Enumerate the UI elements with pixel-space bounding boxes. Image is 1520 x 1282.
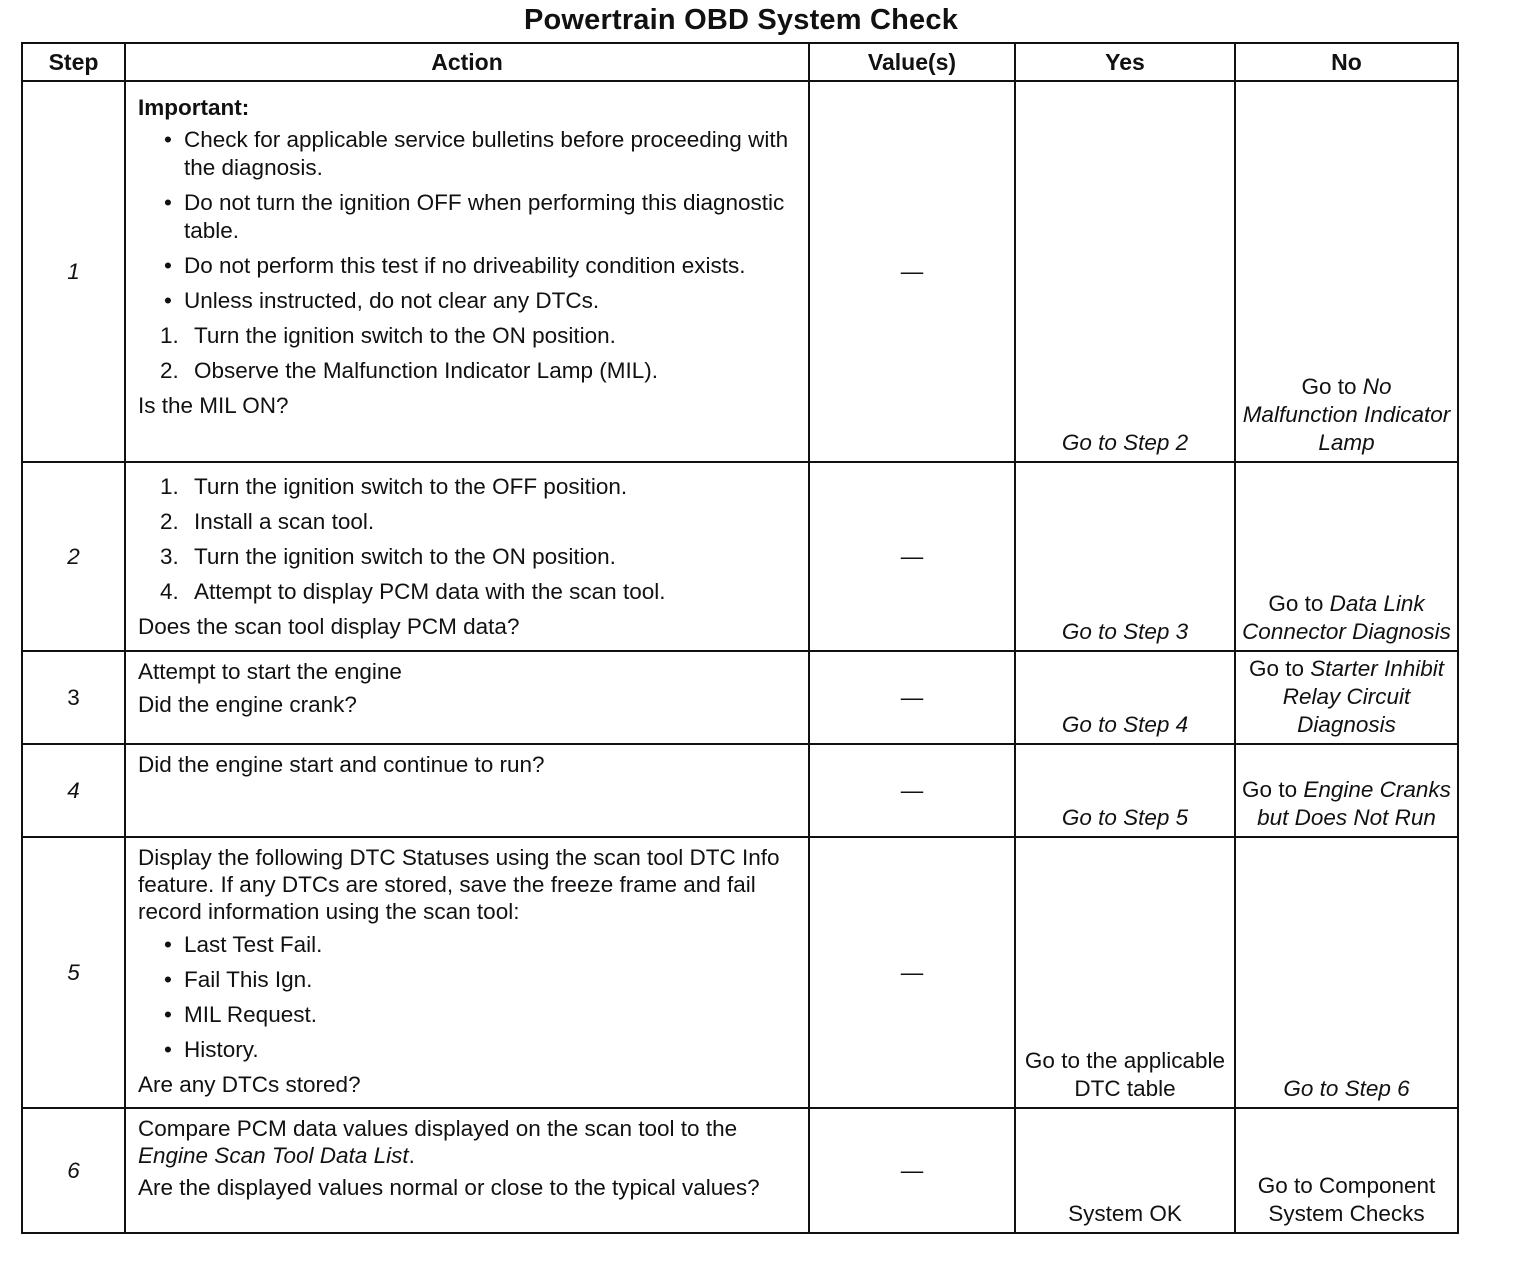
no-link: Starter Inhibit Relay Circuit Diagnosis bbox=[1282, 656, 1445, 737]
item-number: 1. bbox=[160, 323, 179, 348]
action-cell bbox=[125, 744, 809, 837]
item-number: 1. bbox=[160, 474, 179, 499]
question: Does the scan tool display PCM data? bbox=[138, 614, 520, 639]
list-item: • Check for applicable service bulletins before proceeding with the diagnosis. bbox=[160, 126, 798, 182]
diagnostic-table bbox=[21, 42, 1459, 1234]
step-number: 1 bbox=[22, 81, 125, 462]
step-number: 5 bbox=[22, 837, 125, 1108]
item-text: Attempt to display PCM data with the scan tool. bbox=[194, 579, 666, 604]
list-item bbox=[160, 357, 798, 385]
no-prefix: Go to bbox=[1248, 656, 1304, 681]
list-item bbox=[160, 578, 798, 606]
header-action: Action bbox=[125, 43, 809, 81]
bullet-list bbox=[138, 126, 798, 315]
action-cell bbox=[125, 837, 809, 1108]
value-cell: — bbox=[809, 462, 1015, 651]
list-item: • Fail This Ign. bbox=[160, 966, 798, 994]
important-label: Important: bbox=[138, 95, 250, 120]
no-link: Engine Cranks but Does Not Run bbox=[1257, 777, 1451, 830]
item-number: 2. bbox=[160, 358, 179, 383]
instruction-text: Compare PCM data values displayed on the scan tool to the bbox=[138, 1116, 738, 1141]
item-number: 4. bbox=[160, 579, 179, 604]
no-prefix: Go to bbox=[1268, 591, 1324, 616]
item-number: 3. bbox=[160, 544, 179, 569]
item-text: Turn the ignition switch to the OFF position. bbox=[194, 474, 628, 499]
item-number: 2. bbox=[160, 509, 179, 534]
list-item bbox=[160, 543, 798, 571]
no-cell bbox=[1235, 744, 1458, 837]
yes-cell: Go to Step 3 bbox=[1015, 462, 1235, 651]
no-prefix: Go to bbox=[1242, 777, 1298, 802]
instruction: Attempt to start the engine bbox=[138, 659, 402, 684]
no-link: Data Link Connector Diagnosis bbox=[1242, 591, 1451, 644]
list-item: • History. bbox=[160, 1036, 798, 1064]
header-yes: Yes bbox=[1015, 43, 1235, 81]
question: Are the displayed values normal or close to the typical values? bbox=[138, 1175, 760, 1200]
instruction: Display the following DTC Statuses using the scan tool DTC Info feature. If any DTCs are stored, save the freeze frame and fail record information using the scan tool: bbox=[138, 845, 780, 924]
table-row bbox=[22, 651, 1458, 744]
list-item: • Do not turn the ignition OFF when performing this diagnostic table. bbox=[160, 189, 798, 245]
table-row bbox=[22, 462, 1458, 651]
item-text: Observe the Malfunction Indicator Lamp (MIL). bbox=[194, 358, 658, 383]
action-cell bbox=[125, 1108, 809, 1233]
instruction bbox=[138, 1115, 798, 1169]
header-values: Value(s) bbox=[809, 43, 1015, 81]
step-number: 2 bbox=[22, 462, 125, 651]
item-text: Install a scan tool. bbox=[194, 509, 375, 534]
no-cell bbox=[1235, 462, 1458, 651]
yes-cell: Go to the applicable DTC table bbox=[1015, 837, 1235, 1108]
value-cell: — bbox=[809, 744, 1015, 837]
list-item bbox=[160, 508, 798, 536]
question: Is the MIL ON? bbox=[138, 393, 289, 418]
question: Did the engine start and continue to run? bbox=[138, 752, 545, 777]
list-item bbox=[160, 322, 798, 350]
header-step: Step bbox=[22, 43, 125, 81]
no-cell bbox=[1235, 651, 1458, 744]
bullet-list bbox=[138, 931, 798, 1064]
yes-cell: Go to Step 4 bbox=[1015, 651, 1235, 744]
list-item bbox=[160, 473, 798, 501]
list-item: • MIL Request. bbox=[160, 1001, 798, 1029]
action-cell bbox=[125, 651, 809, 744]
yes-cell: System OK bbox=[1015, 1108, 1235, 1233]
item-text: Turn the ignition switch to the ON position. bbox=[194, 544, 616, 569]
list-item: • Unless instructed, do not clear any DTCs. bbox=[160, 287, 798, 315]
yes-cell: Go to Step 5 bbox=[1015, 744, 1235, 837]
table-row bbox=[22, 81, 1458, 462]
numbered-list bbox=[138, 473, 798, 606]
action-cell bbox=[125, 81, 809, 462]
question: Did the engine crank? bbox=[138, 692, 357, 717]
question: Are any DTCs stored? bbox=[138, 1072, 361, 1097]
no-link: No Malfunction Indicator Lamp bbox=[1242, 374, 1451, 455]
numbered-list bbox=[138, 322, 798, 385]
header-row bbox=[22, 43, 1458, 81]
page-title: Powertrain OBD System Check bbox=[523, 4, 959, 36]
value-cell: — bbox=[809, 837, 1015, 1108]
table-row bbox=[22, 1108, 1458, 1233]
no-cell: Go to Component System Checks bbox=[1235, 1108, 1458, 1233]
list-item: • Do not perform this test if no driveability condition exists. bbox=[160, 252, 798, 280]
instruction-link: Engine Scan Tool Data List bbox=[138, 1143, 409, 1168]
step-number: 4 bbox=[22, 744, 125, 837]
step-number: 3 bbox=[22, 651, 125, 744]
instruction-suffix: . bbox=[408, 1143, 415, 1168]
action-cell bbox=[125, 462, 809, 651]
no-cell: Go to Step 6 bbox=[1235, 837, 1458, 1108]
value-cell: — bbox=[809, 81, 1015, 462]
yes-cell: Go to Step 2 bbox=[1015, 81, 1235, 462]
list-item: • Last Test Fail. bbox=[160, 931, 798, 959]
item-text: Turn the ignition switch to the ON position. bbox=[194, 323, 616, 348]
value-cell: — bbox=[809, 1108, 1015, 1233]
table-row bbox=[22, 744, 1458, 837]
step-number: 6 bbox=[22, 1108, 125, 1233]
header-no: No bbox=[1235, 43, 1458, 81]
no-prefix: Go to bbox=[1301, 374, 1357, 399]
table-row bbox=[22, 837, 1458, 1108]
no-cell bbox=[1235, 81, 1458, 462]
value-cell: — bbox=[809, 651, 1015, 744]
